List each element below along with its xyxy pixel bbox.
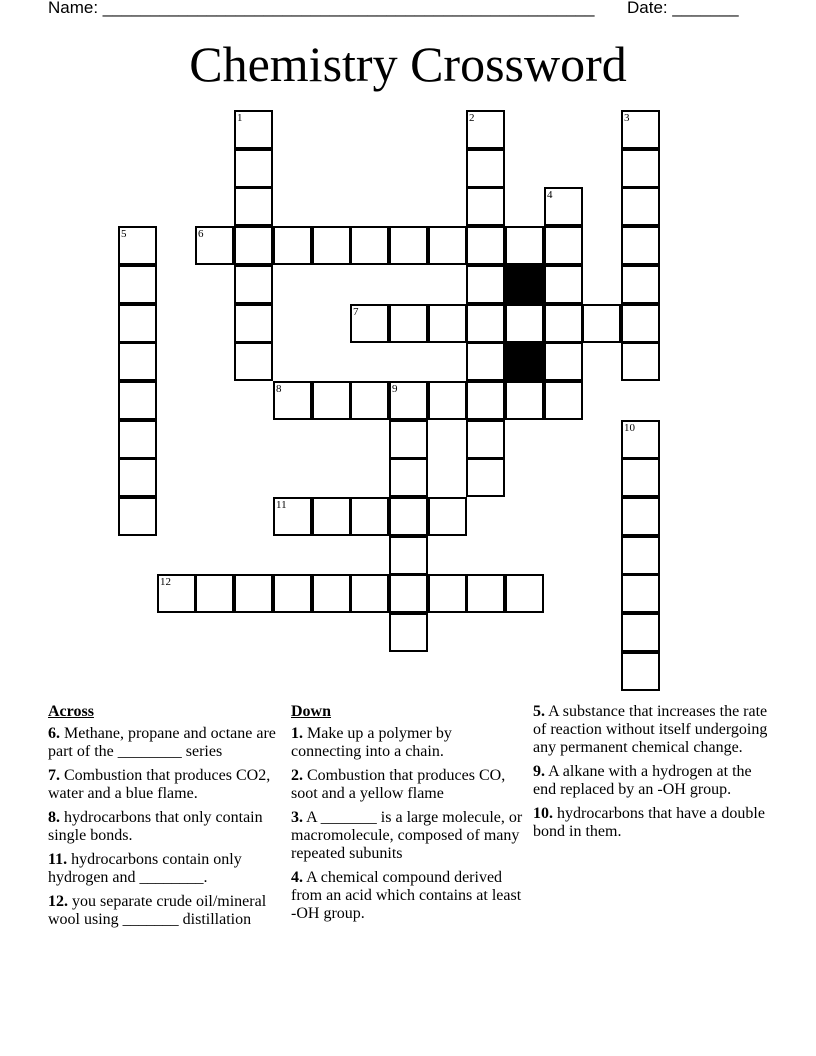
clue-number: 11.	[48, 851, 68, 868]
clue-number: 8.	[48, 809, 60, 826]
crossword-cell[interactable]	[544, 304, 583, 343]
clue-item	[291, 725, 526, 761]
crossword-cell[interactable]	[273, 226, 312, 265]
clue-item	[533, 805, 768, 841]
crossword-cell[interactable]	[544, 381, 583, 420]
clue-number: 9	[392, 383, 398, 395]
clue-item	[533, 763, 768, 799]
crossword-cell[interactable]	[544, 265, 583, 304]
clue-number: 2	[469, 112, 475, 124]
clue-number: 1.	[291, 725, 303, 742]
crossword-cell[interactable]	[621, 110, 660, 149]
crossword-cell[interactable]	[621, 497, 660, 536]
crossword-cell[interactable]	[389, 226, 428, 265]
crossword-cell[interactable]	[389, 420, 428, 459]
crossword-cell[interactable]	[428, 497, 467, 536]
crossword-cell[interactable]	[234, 304, 273, 343]
crossword-cell[interactable]	[621, 342, 660, 381]
crossword-cell[interactable]	[234, 110, 273, 149]
clue-text: Make up a polymer by connecting into a chain.	[291, 725, 452, 760]
crossword-cell[interactable]	[466, 304, 505, 343]
crossword-cell[interactable]	[389, 458, 428, 497]
clue-number: 1	[237, 112, 243, 124]
crossword-cell[interactable]	[428, 304, 467, 343]
clue-text: you separate crude oil/mineral wool using _______ distillation	[48, 893, 267, 928]
clue-number: 5.	[533, 703, 545, 720]
crossword-cell[interactable]	[312, 226, 351, 265]
crossword-cell[interactable]	[234, 342, 273, 381]
date-field-label: Date: _______	[627, 0, 739, 17]
crossword-cell[interactable]	[312, 574, 351, 613]
crossword-cell[interactable]	[389, 304, 428, 343]
down-heading: Down	[291, 703, 332, 720]
crossword-cell[interactable]	[428, 226, 467, 265]
crossword-cell[interactable]	[389, 497, 428, 536]
clue-item	[48, 851, 283, 887]
clue-number: 3.	[291, 809, 303, 826]
clue-number: 11	[276, 499, 287, 511]
crossword-cell[interactable]	[544, 226, 583, 265]
crossword-cell[interactable]	[505, 226, 544, 265]
clue-item	[291, 869, 526, 923]
clue-number: 6.	[48, 725, 60, 742]
clue-item	[291, 767, 526, 803]
crossword-cell[interactable]	[582, 304, 621, 343]
across-clues-column	[48, 703, 283, 935]
crossword-cell[interactable]	[621, 536, 660, 575]
clue-number: 3	[624, 112, 630, 124]
clue-item	[48, 725, 283, 761]
crossword-cell[interactable]	[350, 497, 389, 536]
clue-text: Combustion that produces CO2, water and a blue flame.	[48, 767, 271, 802]
crossword-cell[interactable]	[118, 381, 157, 420]
crossword-cell[interactable]	[118, 304, 157, 343]
crossword-cell[interactable]	[389, 613, 428, 652]
black-square	[505, 265, 544, 304]
crossword-cell[interactable]	[466, 342, 505, 381]
crossword-cell[interactable]	[312, 381, 351, 420]
crossword-cell[interactable]	[466, 149, 505, 188]
crossword-cell[interactable]	[273, 497, 312, 536]
clue-number: 12	[160, 576, 171, 588]
clue-number: 7.	[48, 767, 60, 784]
crossword-cell[interactable]	[350, 304, 389, 343]
clue-text: A substance that increases the rate of reaction without itself undergoing any permanent chemical change.	[533, 703, 768, 756]
crossword-cell[interactable]	[118, 420, 157, 459]
crossword-cell[interactable]	[466, 574, 505, 613]
crossword-cell[interactable]	[544, 187, 583, 226]
clue-number: 2.	[291, 767, 303, 784]
crossword-cell[interactable]	[350, 574, 389, 613]
clue-item	[48, 809, 283, 845]
crossword-cell[interactable]	[234, 149, 273, 188]
name-field-label: Name: ____________________________________________________	[48, 0, 595, 17]
clue-item	[48, 893, 283, 929]
down-clue-list-continued	[533, 703, 768, 841]
crossword-cell[interactable]	[389, 574, 428, 613]
crossword-cell[interactable]	[195, 226, 234, 265]
page-title: Chemistry Crossword	[189, 36, 627, 92]
down-clue-list	[291, 725, 526, 923]
clue-number: 5	[121, 228, 127, 240]
clue-number: 12.	[48, 893, 68, 910]
crossword-cell[interactable]	[621, 226, 660, 265]
crossword-cell[interactable]	[389, 381, 428, 420]
crossword-cell[interactable]	[350, 226, 389, 265]
crossword-cell[interactable]	[118, 458, 157, 497]
crossword-cell[interactable]	[621, 574, 660, 613]
across-clue-list	[48, 725, 283, 929]
crossword-cell[interactable]	[466, 420, 505, 459]
crossword-cell[interactable]	[118, 265, 157, 304]
clue-text: Combustion that produces CO, soot and a yellow flame	[291, 767, 506, 802]
clue-text: A chemical compound derived from an acid which contains at least -OH group.	[291, 869, 522, 922]
clue-text: hydrocarbons that only contain single bonds.	[48, 809, 263, 844]
clue-text: hydrocarbons that have a double bond in them.	[533, 805, 765, 840]
crossword-cell[interactable]	[621, 420, 660, 459]
crossword-cell[interactable]	[273, 574, 312, 613]
clue-number: 6	[198, 228, 204, 240]
crossword-cell[interactable]	[234, 574, 273, 613]
crossword-cell[interactable]	[350, 381, 389, 420]
crossword-cell[interactable]	[234, 226, 273, 265]
clue-number: 10	[624, 422, 635, 434]
crossword-cell[interactable]	[466, 458, 505, 497]
crossword-cell[interactable]	[621, 304, 660, 343]
clue-text: A alkane with a hydrogen at the end replaced by an -OH group.	[533, 763, 752, 798]
crossword-cell[interactable]	[621, 265, 660, 304]
crossword-cell[interactable]	[118, 497, 157, 536]
crossword-cell[interactable]	[466, 265, 505, 304]
crossword-cell[interactable]	[466, 187, 505, 226]
clue-number: 10.	[533, 805, 553, 822]
clue-text: A _______ is a large molecule, or macromolecule, composed of many repeated subunits	[291, 809, 523, 862]
crossword-cell[interactable]	[621, 458, 660, 497]
clue-number: 9.	[533, 763, 545, 780]
crossword-cell[interactable]	[312, 497, 351, 536]
clue-item	[291, 809, 526, 863]
crossword-cell[interactable]	[466, 110, 505, 149]
crossword-cell[interactable]	[195, 574, 234, 613]
down-clues-column	[291, 703, 526, 929]
crossword-cell[interactable]	[118, 226, 157, 265]
crossword-cell[interactable]	[544, 342, 583, 381]
crossword-cell[interactable]	[389, 536, 428, 575]
clue-item	[48, 767, 283, 803]
crossword-cell[interactable]	[621, 187, 660, 226]
crossword-cell[interactable]	[621, 149, 660, 188]
crossword-cell[interactable]	[505, 381, 544, 420]
clue-item	[533, 703, 768, 757]
clue-number: 8	[276, 383, 282, 395]
crossword-cell[interactable]	[621, 652, 660, 691]
crossword-cell[interactable]	[234, 265, 273, 304]
crossword-cell[interactable]	[273, 381, 312, 420]
crossword-cell[interactable]	[466, 226, 505, 265]
crossword-cell[interactable]	[621, 613, 660, 652]
crossword-cell[interactable]	[466, 381, 505, 420]
crossword-cell[interactable]	[428, 381, 467, 420]
crossword-cell[interactable]	[157, 574, 196, 613]
clue-number: 4.	[291, 869, 303, 886]
clue-text: Methane, propane and octane are part of the ________ series	[48, 725, 276, 760]
crossword-cell[interactable]	[505, 574, 544, 613]
crossword-cell[interactable]	[118, 342, 157, 381]
black-square	[505, 342, 544, 381]
clue-number: 4	[547, 189, 553, 201]
clue-number: 7	[353, 306, 359, 318]
down-clues-column-continued	[533, 703, 768, 847]
crossword-cell[interactable]	[234, 187, 273, 226]
crossword-cell[interactable]	[428, 574, 467, 613]
crossword-cell[interactable]	[505, 304, 544, 343]
across-heading: Across	[48, 703, 94, 720]
clue-text: hydrocarbons contain only hydrogen and ________.	[48, 851, 242, 886]
